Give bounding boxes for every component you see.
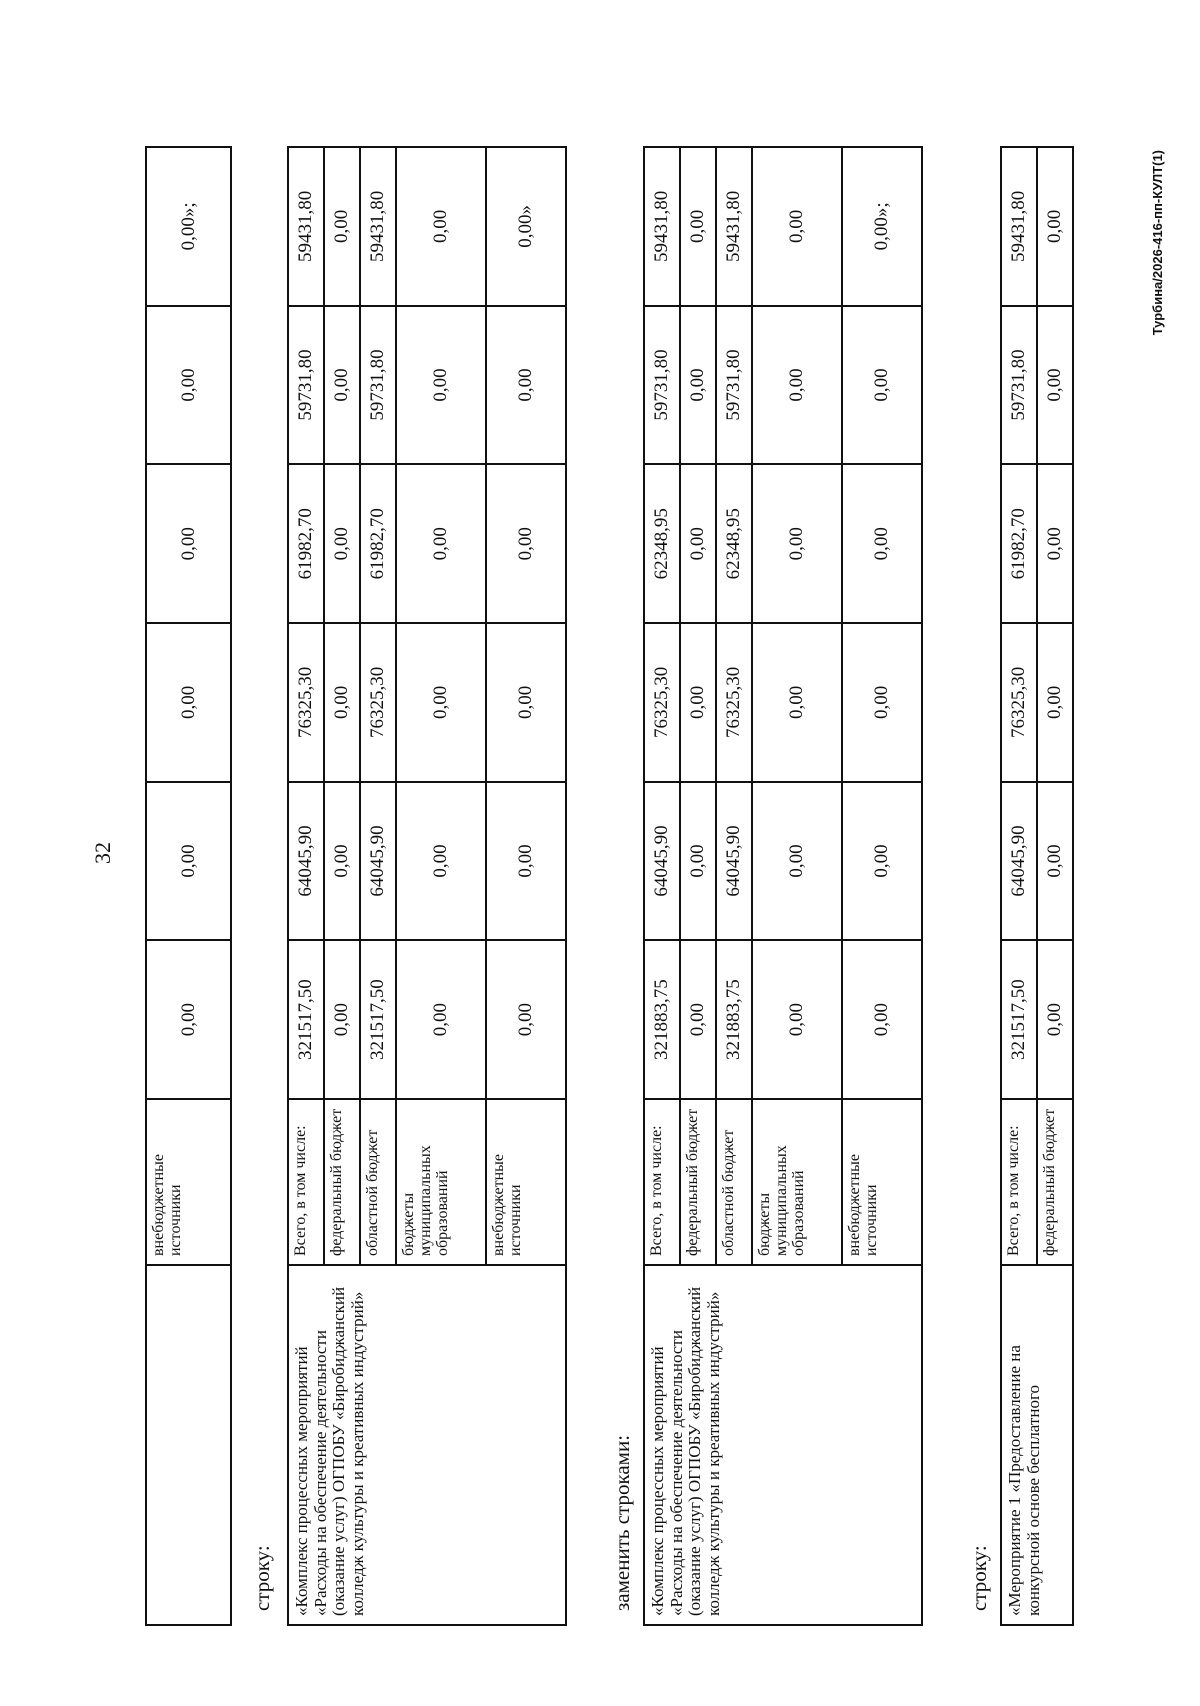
value-cell: 0,00	[486, 782, 566, 941]
value-cell: 0,00	[1037, 147, 1073, 306]
value-cell: 0,00	[680, 623, 716, 782]
source-cell: Всего, в том числе:	[1001, 1099, 1037, 1265]
value-cell: 0,00	[486, 306, 566, 465]
description-cell	[146, 1265, 231, 1625]
source-cell: бюджеты муниципальных образований	[752, 1099, 842, 1265]
value-cell: 59431,80	[288, 147, 324, 306]
value-cell: 64045,90	[644, 782, 680, 941]
value-cell: 64045,90	[360, 782, 396, 941]
value-cell: 0,00	[396, 464, 486, 623]
value-cell: 0,00	[396, 782, 486, 941]
value-cell: 0,00	[324, 940, 360, 1099]
value-cell: 64045,90	[1001, 782, 1037, 941]
value-cell: 59731,80	[1001, 306, 1037, 465]
source-cell: Всего, в том числе:	[644, 1099, 680, 1265]
value-cell: 0,00	[146, 464, 231, 623]
value-cell: 0,00	[680, 306, 716, 465]
value-cell: 76325,30	[644, 623, 680, 782]
value-cell: 59431,80	[716, 147, 752, 306]
value-cell: 0,00	[146, 940, 231, 1099]
caption-replace-with: заменить строками:	[610, 1434, 634, 1611]
value-cell: 61982,70	[360, 464, 396, 623]
value-cell: 62348,95	[716, 464, 752, 623]
value-cell: 321517,50	[288, 940, 324, 1099]
value-cell: 0,00	[1037, 940, 1073, 1099]
value-cell: 0,00	[752, 782, 842, 941]
value-cell: 0,00	[146, 623, 231, 782]
value-cell: 61982,70	[288, 464, 324, 623]
table-fragment-top	[145, 146, 232, 1626]
value-cell: 0,00	[842, 464, 922, 623]
value-cell: 0,00	[752, 940, 842, 1099]
value-cell: 321883,75	[716, 940, 752, 1099]
value-cell: 0,00	[324, 782, 360, 941]
value-cell: 0,00	[146, 782, 231, 941]
value-cell: 0,00	[680, 940, 716, 1099]
source-cell: федеральный бюджет	[680, 1099, 716, 1265]
value-cell: 76325,30	[716, 623, 752, 782]
value-cell: 321517,50	[360, 940, 396, 1099]
value-cell: 0,00	[752, 306, 842, 465]
source-cell: областной бюджет	[360, 1099, 396, 1265]
table-block-last	[1000, 146, 1074, 1626]
value-cell: 0,00	[842, 623, 922, 782]
source-cell: внебюджетные источники	[842, 1099, 922, 1265]
value-cell: 0,00	[1037, 306, 1073, 465]
value-cell: 0,00	[486, 940, 566, 1099]
source-cell: Всего, в том числе:	[288, 1099, 324, 1265]
value-cell: 0,00	[1037, 464, 1073, 623]
caption-replace-row: строку:	[250, 1545, 274, 1611]
value-cell: 0,00	[396, 623, 486, 782]
table-block-new	[643, 146, 923, 1626]
value-cell: 0,00	[324, 147, 360, 306]
caption-replace-row: строку:	[967, 1545, 991, 1611]
value-cell: 59431,80	[360, 147, 396, 306]
source-cell: федеральный бюджет	[1037, 1099, 1073, 1265]
value-cell: 59731,80	[360, 306, 396, 465]
value-cell: 76325,30	[288, 623, 324, 782]
value-cell: 59731,80	[644, 306, 680, 465]
value-cell: 0,00	[752, 147, 842, 306]
table-block-old	[287, 146, 567, 1626]
value-cell: 64045,90	[288, 782, 324, 941]
value-cell: 0,00»;	[146, 147, 231, 306]
value-cell: 64045,90	[716, 782, 752, 941]
source-cell: федеральный бюджет	[324, 1099, 360, 1265]
value-cell: 0,00	[680, 782, 716, 941]
value-cell: 0,00	[486, 623, 566, 782]
value-cell: 62348,95	[644, 464, 680, 623]
source-cell: бюджеты муниципальных образований	[396, 1099, 486, 1265]
value-cell: 76325,30	[1001, 623, 1037, 782]
value-cell: 59731,80	[716, 306, 752, 465]
value-cell: 0,00	[396, 940, 486, 1099]
value-cell: 61982,70	[1001, 464, 1037, 623]
value-cell: 59431,80	[1001, 147, 1037, 306]
value-cell: 321517,50	[1001, 940, 1037, 1099]
table-row	[288, 147, 324, 1625]
value-cell: 59731,80	[288, 306, 324, 465]
value-cell: 0,00	[842, 782, 922, 941]
value-cell: 76325,30	[360, 623, 396, 782]
value-cell: 321883,75	[644, 940, 680, 1099]
source-cell: областной бюджет	[716, 1099, 752, 1265]
table-row	[1001, 147, 1037, 1625]
value-cell: 0,00	[842, 306, 922, 465]
value-cell: 0,00	[1037, 623, 1073, 782]
page-number: 32	[90, 842, 115, 864]
table-row	[146, 147, 231, 1625]
value-cell: 0,00	[680, 147, 716, 306]
value-cell: 0,00	[1037, 782, 1073, 941]
value-cell: 0,00	[752, 623, 842, 782]
description-cell: «Комплекс процессных мероприятий «Расходы на обеспечение деятельности (оказание услуг) ОГПОБУ «Биробиджанский колледж культуры и креативных индустрий»	[288, 1265, 566, 1625]
value-cell: 0,00	[842, 940, 922, 1099]
value-cell: 0,00»;	[842, 147, 922, 306]
source-cell: внебюджетные источники	[146, 1099, 231, 1265]
value-cell: 0,00	[396, 306, 486, 465]
table-row	[644, 147, 680, 1625]
source-cell: внебюджетные источники	[486, 1099, 566, 1265]
value-cell: 0,00»	[486, 147, 566, 306]
value-cell: 0,00	[324, 623, 360, 782]
document-code: Турбина/2026-416-пп-КУЛТ(1)	[1150, 150, 1165, 336]
value-cell: 0,00	[324, 306, 360, 465]
value-cell: 0,00	[146, 306, 231, 465]
value-cell: 0,00	[324, 464, 360, 623]
description-cell: «Комплекс процессных мероприятий «Расходы на обеспечение деятельности (оказание услуг) ОГПОБУ «Биробиджанский колледж культуры и креативных индустрий»	[644, 1265, 922, 1625]
value-cell: 0,00	[680, 464, 716, 623]
value-cell: 0,00	[396, 147, 486, 306]
description-cell: «Мероприятие 1 «Предоставление на конкурсной основе бесплатного	[1001, 1265, 1073, 1625]
value-cell: 0,00	[486, 464, 566, 623]
value-cell: 0,00	[752, 464, 842, 623]
value-cell: 59431,80	[644, 147, 680, 306]
